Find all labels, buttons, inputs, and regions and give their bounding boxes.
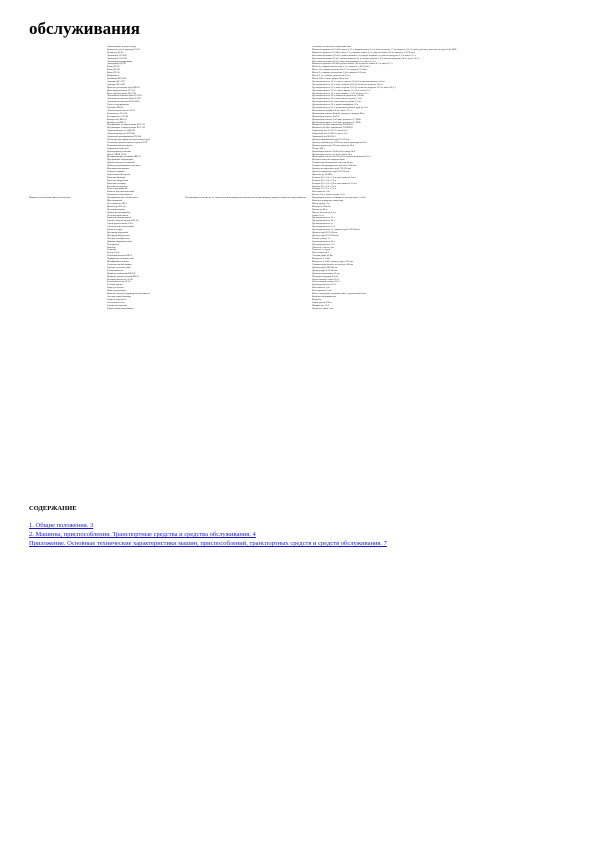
table-cell-c4: Размеры 1,2 х 1,2 х 2,3 м	[312, 188, 337, 191]
table-row	[29, 308, 566, 311]
table-cell-c2: Радиостанция портативная	[107, 307, 134, 310]
table-cell-c2: Бетононасос СБ-126	[107, 112, 127, 115]
table-cell-c1	[29, 308, 107, 311]
table-cell-c4: Диаметр прокола до 325 мм; длина до 40 м	[312, 144, 355, 147]
table-cell-c4: Вместимость 2 м3	[312, 191, 330, 194]
table-cell-c3	[185, 308, 312, 311]
table-cell-c2: Строп двухветвевой 2СК-5	[107, 223, 134, 226]
table-cell-c4: Диаметр труб 219-530 мм	[312, 232, 338, 234]
table-cell-c4: Грузоподъемность 12,5 т; вылет стрелы 3,0-14,0 м; высота подъема 14,0 м	[312, 80, 385, 83]
table-cell-c4: Диаметр труб 159-530 мм	[312, 269, 338, 272]
table-cell-c4: Грузоподъемность 25 т; вылет стрелы 5,0-23,0 м; высота подъема 23,0 м; масса 38,5 т	[312, 86, 396, 89]
table-cell-c4: Длина рулона 250 м	[312, 301, 332, 304]
toc-item	[29, 539, 387, 548]
table-cell-c4: Толщина контролируемого металла 2-200 мм	[312, 165, 357, 168]
table-cell-c4: Мощность 60 кВт; напряжение 230/400 В	[312, 127, 353, 130]
table-cell-c4: Грузоподъемность 16 т; вылет стрелы 4,0-18,0 м; высота подъема 18,0 м	[312, 83, 383, 86]
table-cell-c4: Размеры 6,0 х 2,4 х 2,5 м	[312, 185, 337, 188]
table-cell-c2: Подмости передвижные	[107, 211, 131, 214]
table-cell-c2: Строп четырехветвевой 4СК-10	[107, 220, 139, 223]
table-cell-c2: Шлифмашина угловая	[107, 261, 129, 264]
table-cell-c4: Производительность 20-40 м3/ч; напор 20 м	[312, 150, 356, 153]
table-cell-c4: Диаметр очищаемых труб 219-530 мм	[312, 170, 350, 173]
table-cell-c2: Перфоратор электрический	[107, 258, 134, 261]
table-cell-c2: Передвижной пост мойки колес	[107, 197, 139, 200]
table-cell-c4: Мощность двигателя 118 кВт; масса 14,7 т; ширина отвала 3,2 м; высота отвала 1,3 м; скорость 3,6-11,4 км/ч; удельное давление на грунт 0,05 МПа	[312, 48, 457, 51]
table-cell-c2: Автобетоносмеситель СБ-92	[107, 109, 136, 112]
table-cell-c4: Вместимость ковша 0,5 м3; глубина копания 4,2 м; радиус копания 7,5 м; высота выгрузки 4,8 м; масса 14,5 т	[312, 57, 420, 60]
table-cell-c4: Напряжение 12 В	[312, 304, 330, 307]
table-cell-c2: Растворонасос СО-49	[107, 115, 129, 118]
table-cell-c4: Мощность двигателя 66 кВт; длина отвала 3,04 м; высота отвала 0,5 м; масса 9,7 т	[312, 63, 393, 66]
table-cell-c2: Каток ДУ-48	[107, 69, 120, 72]
table-cell-c4: Грузоподъемность 0,25 т	[312, 284, 337, 287]
table-cell-c4: Дальность связи 5 км	[312, 307, 334, 310]
table-cell-c4: Производительность 60-120 м3/ч; глубина понижения 4-5 м	[312, 156, 371, 159]
table-cell-c4: Грузоподъемность 12 т; вылет крюка 1,3-4,5 м; масса 21 т	[312, 92, 369, 95]
table-cell-c2: Фонарь сигнальный	[107, 304, 127, 307]
table-cell-c2: Тягач с полуприцепом	[107, 104, 129, 107]
table-cell-c2: Бетоносмеситель СБ-30	[107, 281, 131, 284]
page-title: обслуживания	[29, 19, 140, 38]
toc-link-general-provisions[interactable]: 1. Общие положения. 3	[29, 522, 94, 529]
table-cell-c4: Размеры 9,0 х 3,0 х 2,8 м; вместимость 12 чел.	[312, 182, 358, 185]
table-cell-c2: Центратор наружный	[107, 232, 128, 234]
table-cell-c2: Кран на гусеничном ходу РДК-25	[107, 86, 140, 89]
table-cell-c4: Каска, спецодежда, перчатки, очки, страховочный пояс	[312, 293, 366, 296]
table-cell-c4: Толщина разрезаемого металла до 300 мм	[312, 263, 353, 266]
toc-link-machines[interactable]: 2. Машины, приспособления. Транспортные средства и средства обслуживания. 4	[29, 531, 256, 538]
table-cell-c4: Сварочный ток 75-300 А; масса 1,0 т	[312, 133, 348, 136]
table-cell-c2: Иглофильтровая установка ЛИУ-6	[107, 156, 141, 159]
table-cell-c4: Вместимость ковша 0,4 м3; длина планировки 6,5 м; масса 13,0 т	[312, 60, 376, 63]
table-cell-c4: Грузоподъемность 5 т; диаметр труб 219-530 мм	[312, 229, 360, 232]
table-cell-c2: Экскаватор ЭО-3322	[107, 57, 128, 60]
table-cell-c3: Устанавливается на выезде со строительной площадки для очистки колес транспортных средств; оборотное водоснабжение	[185, 197, 307, 200]
table-cell-c4: Объем готового замеса 165 л	[312, 281, 341, 284]
table-cell-c2: Таль ручная	[107, 243, 119, 246]
table-cell-c2: Растворосмеситель СО-46	[107, 278, 133, 281]
table-cell-c4: Вместимость барабана 4 м3; масса 13,5 т	[312, 109, 353, 112]
table-cell-c2: Сварочный агрегат АДД-305	[107, 130, 136, 133]
table-cell-c4: Грузоподъемность 20 т; длина платформы 12 м	[312, 104, 359, 107]
table-cell-c4: Грузоподъемность 8 т; вместимость кузова 5,1 м3	[312, 101, 361, 104]
table-cell-c2: Туалет передвижной	[107, 188, 128, 191]
table-cell-c2: Аптечка первой помощи	[107, 295, 132, 298]
table-cell-c4: Диаметр труб 108-530 мм	[312, 266, 338, 269]
table-of-contents	[29, 521, 387, 548]
table-cell-c4: Производительность 10 машин/ч; расход воды 1,5 м3/ч	[312, 197, 366, 200]
table-cell-c4: Грузоподъемность 20 т	[312, 240, 335, 243]
table-cell-c2: Емкость для питьевой воды	[107, 191, 135, 194]
table-cell-c2: Захват для труб	[107, 229, 123, 232]
table-cell-c4: Объем готового замеса 65 л	[312, 278, 340, 281]
table-cell-c4: Масса 8 т; ширина уплотнения 1,7 м; скорость 1,8-9,6 км/ч	[312, 66, 370, 69]
table-cell-c2: Теодолит	[107, 249, 117, 252]
table-cell-c4: Диаметр свариваемых труб 63-315 мм	[312, 139, 350, 141]
table-cell-c4: Давление до 10 МПа	[312, 173, 333, 176]
table-cell-c4: Комплект пожарного инвентаря	[312, 200, 344, 203]
table-cell-c2: Наименование и модель (тип)	[107, 46, 137, 48]
table-cell-c4: Комплект медикаментов	[312, 295, 336, 298]
table-cell-c2: Автомобиль бортовой КамАЗ-53212	[107, 95, 143, 98]
table-cell-c4: Грузоподъемность 5 т	[312, 223, 334, 226]
table-cell-c4: Сварочный ток 90-560 А	[312, 136, 337, 139]
table-cell-c2: Кран-трубоукладчик ТГ-124	[107, 89, 135, 92]
table-cell-c2: Ящик для раствора	[107, 290, 126, 293]
table-cell-c2: Установка прокола грунта	[107, 144, 133, 147]
table-cell-c2: Передвижная электростанция ЖЭС-30	[107, 124, 145, 127]
table-cell-c4: Площадь площадки 0,3 м2	[312, 275, 338, 278]
table-cell-c4: Диаметр скважины до 1020 мм; длина проходки до 60 м	[312, 141, 367, 144]
table-cell-c4: Высота 2,0 м; длина секции 2,0 м	[312, 194, 345, 197]
table-cell-c4: Мощность 2,2 кВт; диаметр круга 230 мм	[312, 261, 353, 264]
table-cell-c2: Отбойный молоток МО-2	[107, 255, 133, 258]
table-cell-c2: Комплект средств индивидуальной защиты	[107, 293, 150, 296]
table-cell-c4: Энергия удара 30 Дж	[312, 255, 333, 258]
table-cell-c4: Масса 0,08 т; число ударов 500 в мин	[312, 77, 349, 80]
table-cell-c2: Вагончик бытовой	[107, 176, 126, 179]
table-cell-c2: Установка горизонтального бурения УГБ	[107, 141, 148, 144]
table-cell-c4: Основные технические характеристики	[312, 46, 351, 48]
table-cell-c2: Леса инвентарные	[107, 208, 126, 211]
table-cell-c2: Установка для сварки полиэтиленовых труб	[107, 139, 150, 141]
table-cell-c2: Кран-трубоукладчик ТО-1224	[107, 92, 137, 95]
table-cell-c2: Передвижная электростанция ЖЭС-60	[107, 127, 145, 130]
table-cell-c2: Труборез механический	[107, 266, 131, 269]
table-cell-c2: Передвижная лаборатория	[107, 159, 133, 162]
equipment-table-container	[29, 46, 566, 494]
table-cell-c4: Производительность 40 м3/ч; дальность подачи 300 м	[312, 112, 365, 115]
table-cell-c2: Компрессор ЗИФ-55	[107, 118, 128, 121]
table-cell-c2: Компрессор ПКС-5	[107, 121, 126, 124]
table-cell-c2: Огнетушитель ОП-5	[107, 202, 127, 205]
table-cell-c2: Автомобиль-самосвал МАЗ-5549	[107, 101, 140, 104]
table-cell-c2: Домкрат гидравлический	[107, 240, 132, 243]
table-cell-c4: Грузоподъемность 12 т; длина перевозимых труб до 12 м	[312, 107, 368, 110]
table-cell-c4: Грузоподъемность 2-5 т	[312, 226, 336, 229]
table-cell-c2: Центратор внутренний	[107, 234, 130, 237]
table-cell-c2: Прожектор ПЗС-45	[107, 205, 126, 208]
table-cell-c2: Гидравлический пресс	[107, 147, 130, 150]
table-cell-c4: Усилие 100 т	[312, 147, 325, 150]
table-cell-c4: Мощность двигателя 55 кВт; масса 7,2 т; ширина отвала 2,5 м; высота отвала 0,8 м; скорость 3,5-8,9 км/ч	[312, 51, 416, 54]
table-cell-c4: Производительность 5 м3/мин; давление 0,7 МПа	[312, 118, 361, 121]
table-cell-c2: Экскаватор ЭО-2621	[107, 54, 128, 57]
table-cell-c4: Контроль качества сварных швов	[312, 159, 345, 162]
table-cell-c4: Размеры 6,0 х 2,4 х 2,5 м; вместимость 8 чел.	[312, 176, 357, 179]
table-cell-c2: Водоотливная установка	[107, 150, 132, 153]
table-cell-c2: Насос ГНОМ 25-20	[107, 153, 127, 156]
table-cell-c2: Ограждение инвентарное	[107, 194, 132, 197]
table-cell-c2: Бульдозер на базе трактора Т-130	[107, 48, 140, 51]
table-cell-c2: Строп мягкий текстильный	[107, 226, 134, 229]
table-cell-c4: Точность 2 мм на 1 км	[312, 246, 334, 249]
table-cell-c4: Класс точности 3	[312, 252, 329, 255]
equipment-table-body	[29, 46, 566, 310]
table-cell-c2: Газорезательный аппарат	[107, 263, 132, 266]
table-cell-c2: Бадья для бетона	[107, 287, 124, 290]
table-cell-c4: Комплект	[312, 298, 322, 301]
table-cell-c2: Дефектоскоп рентгеновский	[107, 162, 135, 165]
table-cell-c4: Толщина просвечиваемой стали до 40 мм	[312, 162, 353, 165]
table-cell-c4: Диаметр труб 325-1020 мм	[312, 234, 339, 237]
table-cell-c2: Трамбовка ИЭ-4502	[107, 77, 127, 80]
table-cell-c4: Высота настила до 4,5 м	[312, 211, 336, 214]
table-cell-c4: Диаметр наконечника 51 мм	[312, 272, 340, 275]
table-cell-c4: Вместимость ковша 0,25 м3; глубина копания 3 м; радиус копания 5 м; высота выгрузки 2,2 м; масса 5,3 т	[312, 54, 416, 57]
table-cell-c2: Сварочный агрегат АСБ-300	[107, 133, 135, 136]
table-cell-c2: Экскаватор-планировщик	[107, 60, 133, 63]
table-cell-c4: Грузоподъемность 10 т; вместимость кузова 7,2 м3	[312, 98, 362, 101]
table-cell-c1: Машины и механизмы общего назначения	[29, 197, 71, 200]
table-cell-c4: Мощность 1,5 кВт	[312, 258, 331, 261]
table-cell-c4: Масса 6 т; ширина уплотнения 1,4 м; скорость 2-8 км/ч	[312, 72, 367, 75]
table-cell-c2: Контейнер-кладовая	[107, 185, 127, 188]
table-cell-c2: Тележка ручная	[107, 284, 123, 287]
table-cell-c2: Автомобиль-самосвал КамАЗ-5511	[107, 98, 142, 101]
table-cell-c4: Масса заряда 5 кг	[312, 202, 330, 205]
table-cell-c2: Сварочный трансформатор ТД-500	[107, 136, 142, 139]
table-cell-c4: Производительность 25 м3/ч; напор 20 м	[312, 153, 353, 156]
table-cell-c4: Вместимость 0,5 м3	[312, 290, 332, 293]
table-cell-c2: Бульдозер ДЗ-42	[107, 51, 124, 54]
table-cell-c2: Вибратор поверхностный ИВ-91	[107, 275, 139, 278]
table-cell-c4: Грузоподъемность 16 т	[312, 217, 335, 220]
table-cell-c2: Очистная машина	[107, 170, 125, 173]
table-cell-c2: Фаскосниматель	[107, 269, 124, 272]
table-cell-c4: Сварочный ток 75-315 А; масса 0,9 т	[312, 130, 348, 133]
table-cell-c2: Прибор ультразвукового контроля	[107, 165, 141, 168]
table-cell-c4: Грузоподъемность 10 т; мощность двигателя 154 кВт	[312, 95, 365, 98]
table-cell-c2: Каток ДУ-47	[107, 66, 120, 69]
table-cell-c2: Вагончик-столовая	[107, 182, 126, 185]
table-cell-c4: Грузоподъемность 3,2 т	[312, 243, 336, 246]
table-cell-c4: Тяговое усилие 3 т	[312, 237, 331, 240]
table-cell-c4: Точность 5 секунд	[312, 249, 330, 252]
table-cell-c4: Масса 0,1 т; глубина уплотнения 0,3 м	[312, 75, 350, 78]
toc-heading: СОДЕРЖАНИЕ	[29, 505, 77, 512]
toc-item	[29, 530, 387, 539]
table-cell-c2: Автокран КС-4561	[107, 83, 126, 86]
table-cell-c2: Рулетка 50 м	[107, 252, 120, 255]
table-cell-c2: Сигнальная лента	[107, 301, 125, 304]
table-cell-c4: Диаметр изолируемых труб 219-530 мм	[312, 168, 351, 171]
table-cell-c4: Масса 10 т; ширина уплотнения 1,7 м; скорость 2-9 км/ч	[312, 69, 368, 72]
table-cell-c4: Вместимость 1 м3	[312, 287, 330, 290]
table-cell-c4: Производительность 5 м3/мин; давление 0,7 МПа	[312, 121, 361, 124]
table-cell-c4: Грузоподъемность 12,5 т; вылет крюка 1,2-5,0 м; масса 22 т	[312, 89, 371, 92]
table-cell-c4: Мощность 30 кВт; напряжение 230/400 В	[312, 124, 353, 127]
toc-link-appendix[interactable]: Приложение. Основные технические характеристики машин, приспособлений, транспортных средств и средств обслуживания. 7	[29, 540, 387, 547]
table-cell-c4: Высота до 40 м	[312, 208, 328, 211]
table-cell-c4: Длина 3-6 м	[312, 214, 324, 217]
table-cell-c2: Каток ДУ-50	[107, 72, 120, 75]
table-cell-c2: Траверса универсальная	[107, 217, 131, 220]
table-cell-c2: Трубовоз ПВ-94	[107, 107, 123, 110]
table-cell-c2: Нивелир	[107, 246, 116, 249]
table-cell-c2: Виброплита	[107, 75, 119, 78]
table-cell-c2: Вибратор глубинный ИВ-102	[107, 272, 136, 275]
equipment-table	[29, 46, 566, 310]
table-cell-c4: Производительность 6 м3/ч	[312, 115, 340, 118]
table-cell-c2: Опрессовочный агрегат	[107, 173, 131, 176]
toc-item	[29, 521, 387, 530]
table-cell-c2: Лебедка электрическая	[107, 237, 130, 240]
table-cell-c2: Автогрейдер ДЗ-99	[107, 63, 126, 66]
table-cell-c4: Грузоподъемность 10 т	[312, 220, 335, 223]
table-cell-c4: Мощность 1000 Вт	[312, 205, 331, 208]
table-cell-c2: Вагончик-прорабская	[107, 179, 129, 182]
table-cell-c2: Щит пожарный	[107, 200, 123, 203]
table-cell-c2: Изоляционная машина	[107, 168, 130, 171]
table-cell-c4: Размеры 6,0 х 2,4 х 2,5 м	[312, 179, 337, 182]
table-cell-c2: Знаки безопасности	[107, 298, 127, 301]
table-cell-c2: Лестница приставная	[107, 214, 128, 217]
table-cell-c2: Автокран КС-3577	[107, 80, 126, 83]
